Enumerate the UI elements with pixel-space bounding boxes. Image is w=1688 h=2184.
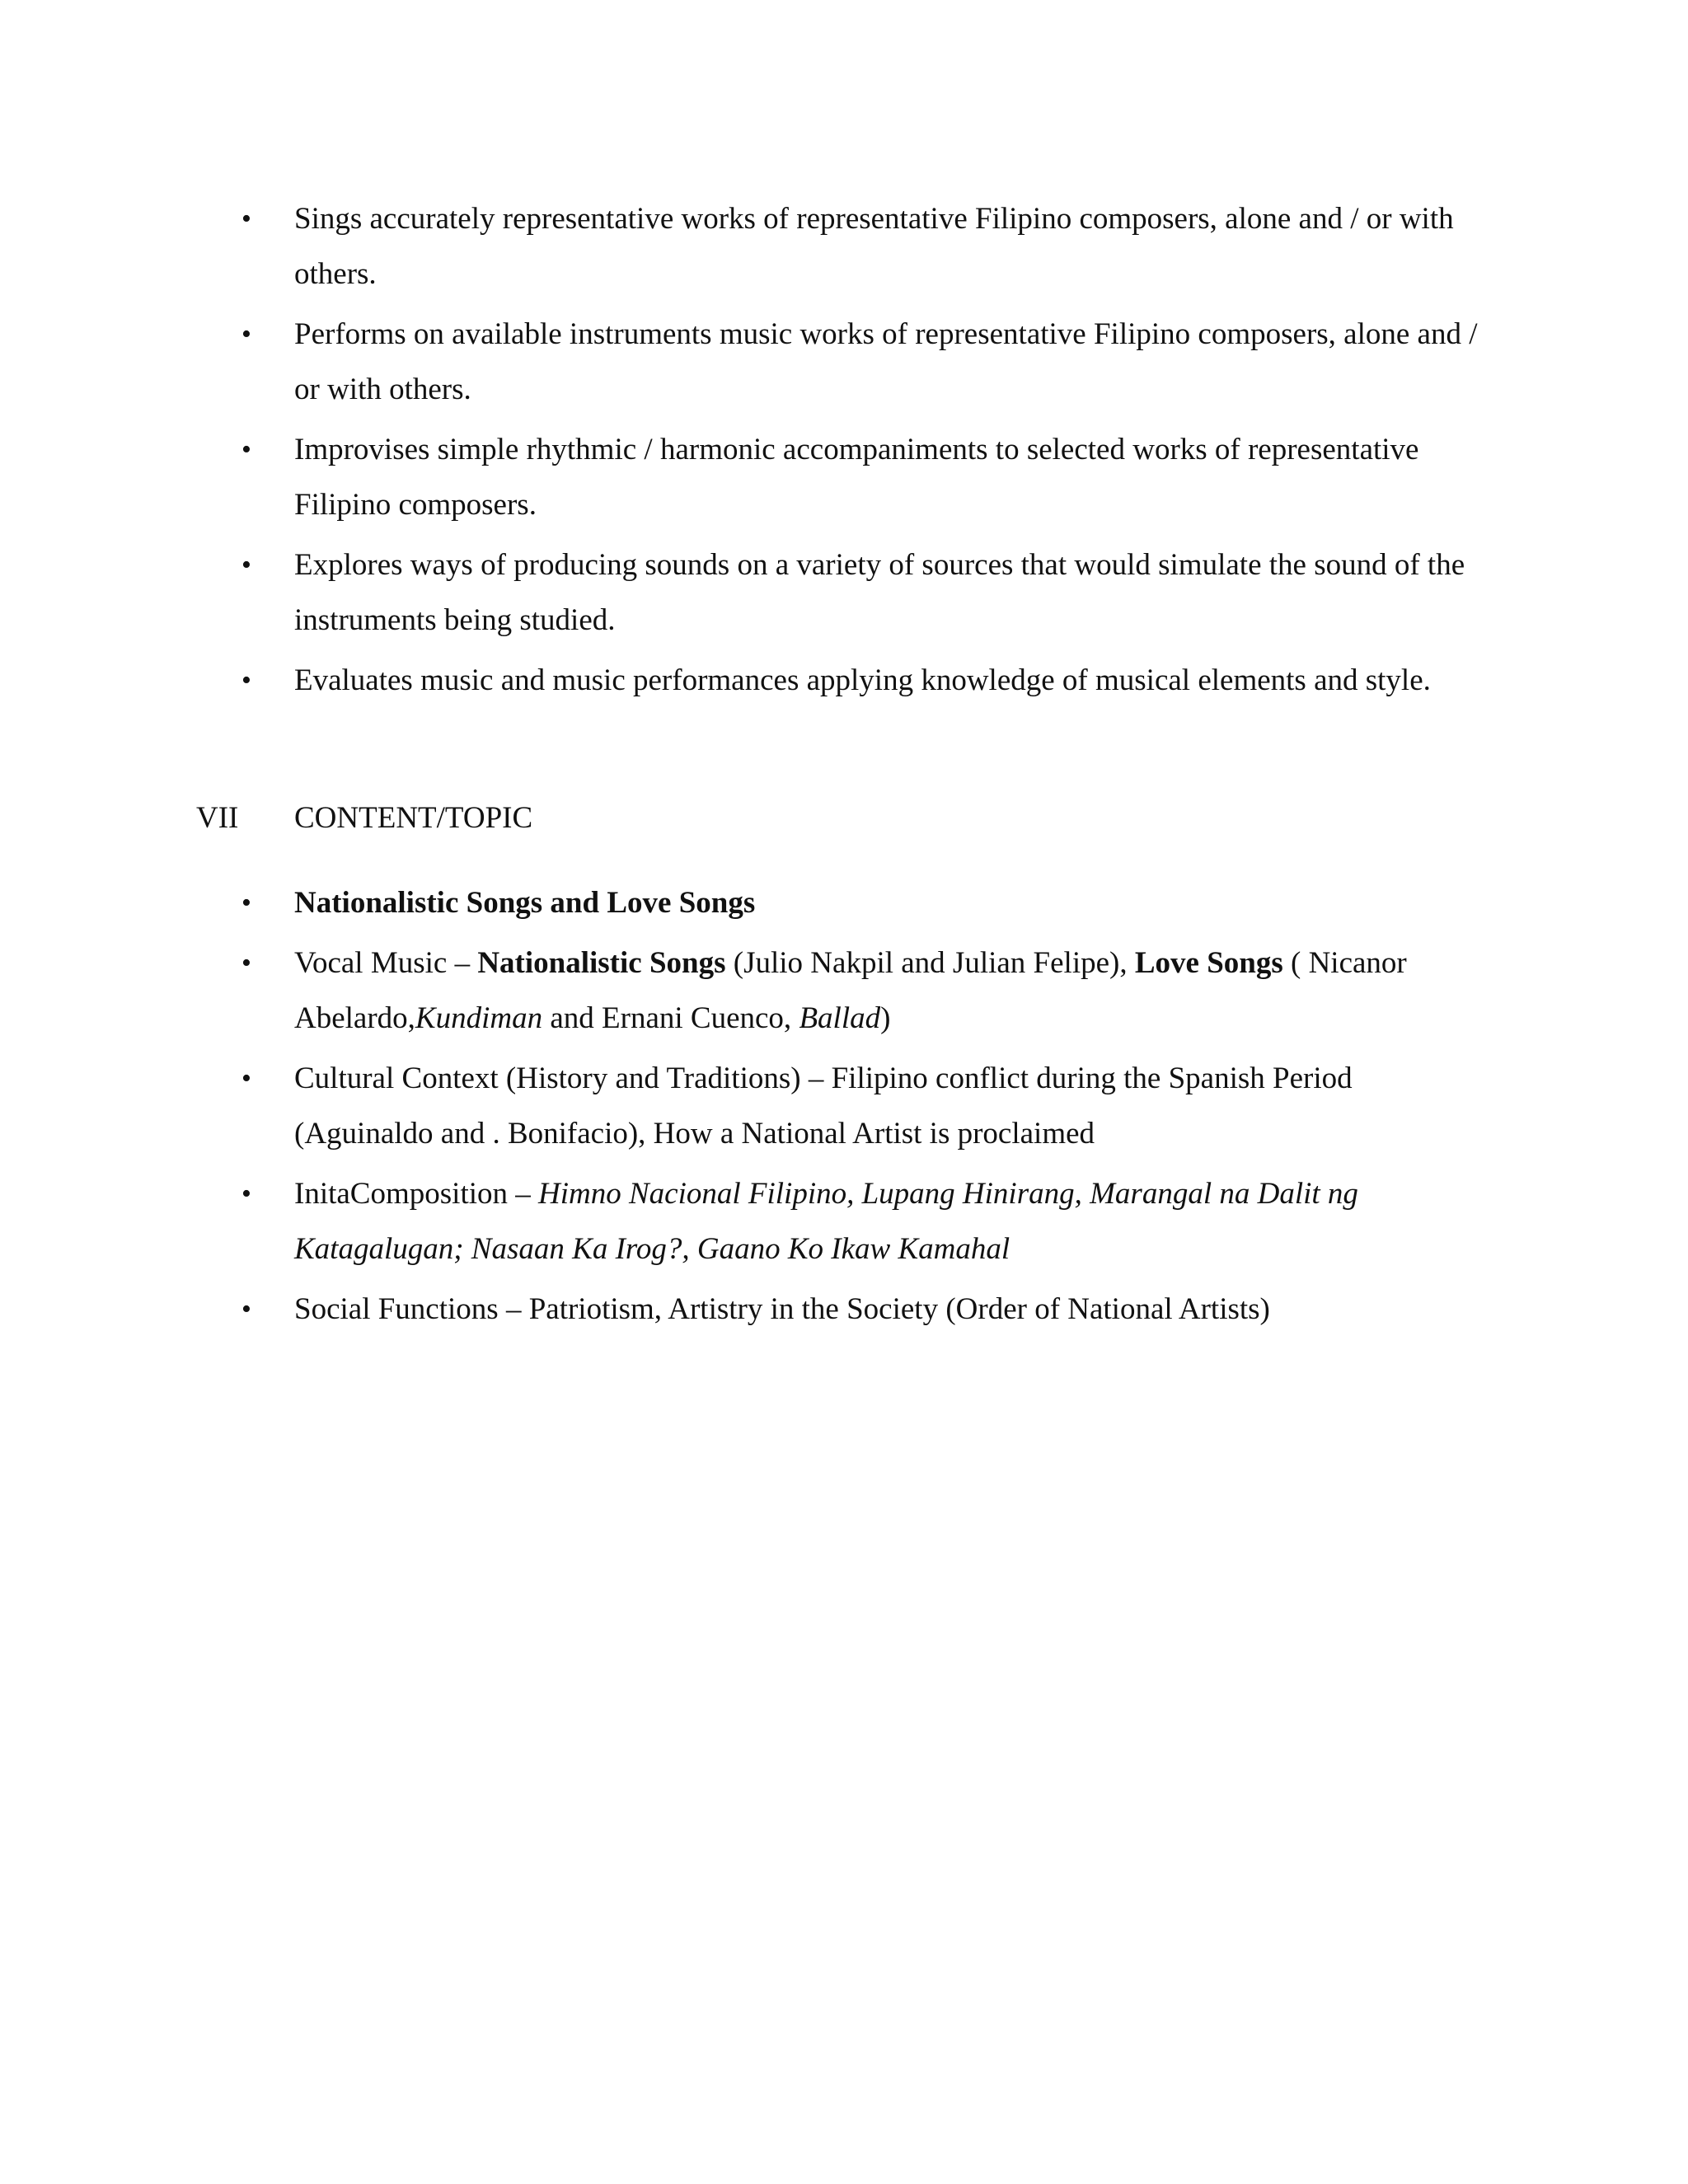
section-number: VII: [196, 801, 239, 835]
content-topic-list: [0, 875, 1688, 1342]
bullet-icon: •: [241, 1294, 251, 1324]
love-song-composer-2: and Ernani Cuenco,: [542, 1001, 799, 1035]
vocal-music-label: Vocal Music –: [294, 946, 478, 980]
list-item: [0, 307, 1485, 417]
list-item: [0, 1282, 1485, 1337]
bullet-icon: •: [241, 550, 251, 580]
love-song-composer-1: ( Nicanor Abelardo,: [294, 946, 1407, 1035]
section-title: CONTENT/TOPIC: [294, 801, 533, 835]
bullet-icon: •: [241, 319, 251, 349]
bullet-icon: •: [241, 1179, 251, 1209]
bullet-icon: •: [241, 204, 251, 234]
outcome-text: Sings accurately representative works of representative Filipino composers, alone and / or with others.: [294, 202, 1454, 291]
list-item: [0, 1166, 1485, 1277]
kundiman-genre: Kundiman: [415, 1001, 543, 1035]
composition-label: InitaComposition –: [294, 1177, 538, 1211]
list-item: [0, 875, 1485, 930]
composition-titles: Himno Nacional Filipino, Lupang Hinirang, Marangal na Dalit ng Katagalugan; Nasaan Ka Irog?, Gaano Ko Ikaw Kamahal: [294, 1177, 1358, 1266]
topic-title: Nationalistic Songs and Love Songs: [294, 886, 756, 920]
section-heading: [196, 790, 1432, 846]
bullet-icon: •: [241, 1063, 251, 1094]
outcome-text: Explores ways of producing sounds on a variety of sources that would simulate the sound of the instruments being studied.: [294, 548, 1465, 637]
list-item: [0, 422, 1485, 532]
closing-paren: ): [880, 1001, 891, 1035]
cultural-context-text: Cultural Context (History and Traditions) – Filipino conflict during the Spanish Period (Aguinaldo and . Bonifacio), How a National Artist is proclaimed: [294, 1062, 1353, 1151]
love-songs-label: Love Songs: [1134, 946, 1283, 980]
outcome-text: Improvises simple rhythmic / harmonic accompaniments to selected works of representative Filipino composers.: [294, 433, 1419, 522]
list-item: [0, 191, 1485, 302]
nationalistic-composers: (Julio Nakpil and Julian Felipe),: [725, 946, 1135, 980]
list-item: [0, 935, 1485, 1046]
ballad-genre: Ballad: [799, 1001, 881, 1035]
learning-outcomes-list: [0, 191, 1688, 713]
bullet-icon: •: [241, 434, 251, 465]
list-item: [0, 1051, 1485, 1161]
social-functions-text: Social Functions – Patriotism, Artistry in the Society (Order of National Artists): [294, 1292, 1270, 1326]
bullet-icon: •: [241, 948, 251, 978]
nationalistic-songs-label: Nationalistic Songs: [477, 946, 726, 980]
bullet-icon: •: [241, 888, 251, 918]
list-item: [0, 653, 1485, 708]
outcome-text: Performs on available instruments music works of representative Filipino composers, alone and / or with others.: [294, 317, 1478, 406]
outcome-text: Evaluates music and music performances applying knowledge of musical elements and style.: [294, 663, 1431, 697]
bullet-icon: •: [241, 665, 251, 696]
list-item: [0, 537, 1485, 648]
